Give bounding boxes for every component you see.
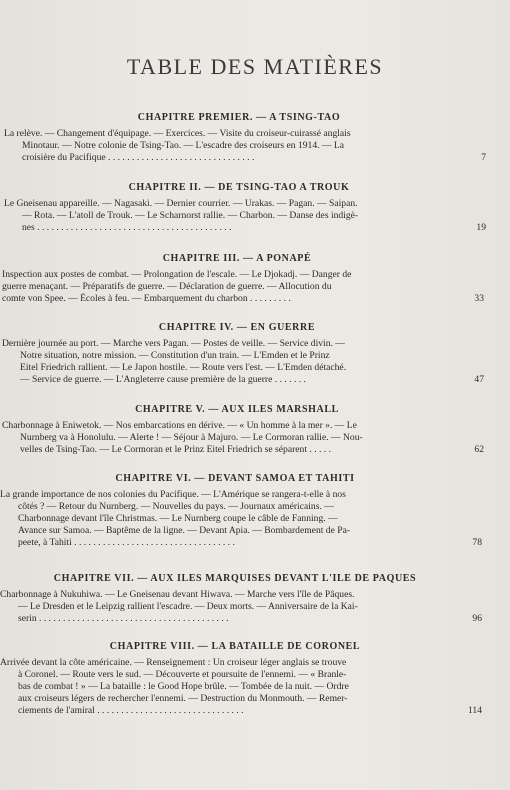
chapter-entry <box>0 573 482 625</box>
summary-line: Inspection aux postes de combat. — Prolongation de l'escale. — Le Djokadj. — Danger de <box>2 269 352 280</box>
chapter-heading: CHAPITRE VI. — DEVANT SAMOA ET TAHITI <box>115 473 355 484</box>
summary-line: serin . . . . . . . . . . . . . . . . . . . . . . . . . . . . . . . . . . . . . . . . <box>18 613 229 624</box>
chapter-heading: CHAPITRE V. — AUX ILES MARSHALL <box>135 404 339 415</box>
summary-line: Notre situation, notre mission. — Constitution d'un train. — L'Emden et le Prinz <box>20 350 330 361</box>
summary-line: Dernière journée au port. — Marche vers Pagan. — Postes de veille. — Service divin. — <box>2 338 345 349</box>
summary-line: Charbonnage à Eniwetok. — Nos embarcations en dérive. — « Un homme à la mer ». — Le <box>2 420 357 431</box>
chapter-heading: CHAPITRE VII. — AUX ILES MARQUISES DEVANT L'ILE DE PAQUES <box>53 573 417 584</box>
summary-line: Minotaur. — Notre colonie de Tsing-Tao. — L'escadre des croiseurs en 1914. — La <box>22 140 345 151</box>
chapter-summary <box>0 489 482 549</box>
summary-line: Charbonnage à Nukuhiwa. — Le Gneisenau devant Hiwava. — Marche vers l'île de Pâques. <box>0 589 355 600</box>
page-number: 19 <box>476 222 486 233</box>
summary-line: à Coronel. — Route vers le sud. — Découverte et poursuite de l'ennemi. — « Branle- <box>18 669 347 680</box>
page-number: 47 <box>474 374 484 385</box>
page-number: 78 <box>472 537 482 548</box>
summary-line: côtés ? — Retour du Nurnberg. — Nouvelles du pays. — Journaux américains. — <box>18 501 334 512</box>
page-number: 114 <box>467 705 482 716</box>
chapter-entry <box>0 473 482 549</box>
chapter-summary <box>0 657 482 717</box>
chapter-heading: CHAPITRE PREMIER. — A TSING-TAO <box>137 112 341 123</box>
summary-line: Arrivée devant la côte américaine. — Renseignement : Un croiseur léger anglais se trouve <box>0 657 347 668</box>
page-title: TABLE DES MATIÈRES <box>126 54 384 79</box>
summary-line: guerre menaçant. — Préparatifs de guerre. — Déclaration de guerre. — Allocution du <box>2 281 332 292</box>
chapter-entry <box>4 182 486 234</box>
summary-line: — Service de guerre. — L'Angleterre cause première de la guerre . . . . . . . <box>20 374 306 385</box>
summary-line: La grande importance de nos colonies du Pacifique. — L'Amérique se rangera-t-elle à nos <box>0 489 346 500</box>
chapter-summary <box>2 338 484 386</box>
chapter-entry <box>2 322 484 386</box>
summary-line: Nurnberg va à Honolulu. — Alerte ! — Séjour à Majuro. — Le Cormoran rallie. — Nou- <box>20 432 363 443</box>
summary-line: velles de Tsing-Tao. — Le Cormoran et le Prinz Eitel Friedrich se séparent . . . . . <box>20 444 331 455</box>
chapter-heading: CHAPITRE IV. — EN GUERRE <box>158 322 316 333</box>
chapter-heading: CHAPITRE VIII. — LA BATAILLE DE CORONEL <box>109 641 361 652</box>
chapter-entry <box>2 253 484 305</box>
chapter-summary <box>2 420 484 456</box>
summary-line: aux croiseurs légers de rechercher l'ennemi. — Destruction du Monmouth. — Remer- <box>18 693 348 704</box>
summary-line: Le Gneisenau appareille. — Nagasaki. — Dernier courrier. — Urakas. — Pagan. — Saipan. <box>4 198 358 209</box>
summary-line: croisière du Pacifique . . . . . . . . . . . . . . . . . . . . . . . . . . . . . . . <box>22 152 255 163</box>
chapter-entry <box>2 404 484 456</box>
summary-line: peete, à Tahiti . . . . . . . . . . . . . . . . . . . . . . . . . . . . . . . . . . <box>18 537 235 548</box>
chapter-summary <box>0 589 482 625</box>
page-number: 7 <box>481 152 486 163</box>
chapter-summary <box>4 198 486 234</box>
summary-line: nes . . . . . . . . . . . . . . . . . . . . . . . . . . . . . . . . . . . . . . . . . <box>22 222 232 233</box>
page-number: 62 <box>474 444 484 455</box>
page-number: 96 <box>472 613 482 624</box>
summary-line: Avance sur Samoa. — Baptême de la ligne. — Devant Apia. — Bombardement de Pa- <box>18 525 351 536</box>
summary-line: — Rota. — L'atoll de Trouk. — Le Scharnorst rallie. — Charbon. — Danse des indigè- <box>22 210 359 221</box>
chapter-entry <box>0 641 482 717</box>
summary-line: Charbonnage devant l'île Christmas. — Le Nurnberg coupe le câble de Fanning. — <box>18 513 338 524</box>
page-number: 33 <box>474 293 484 304</box>
chapter-summary <box>2 269 484 305</box>
summary-line: bas de combat ! » — La bataille : le Good Hope brûle. — Tombée de la nuit. — Ordre <box>18 681 349 692</box>
summary-line: — Le Dresden et le Leipzig rallient l'escadre. — Deux morts. — Anniversaire de la Kai- <box>18 601 358 612</box>
summary-line: La relève. — Changement d'équipage. — Exercices. — Visite du croiseur-cuirassé anglais <box>4 128 351 139</box>
summary-line: ciements de l'amiral . . . . . . . . . . . . . . . . . . . . . . . . . . . . . . . <box>18 705 244 716</box>
chapter-summary <box>4 128 486 164</box>
chapter-heading: CHAPITRE II. — DE TSING-TAO A TROUK <box>128 182 350 193</box>
summary-line: comte von Spee. — Écoles à feu. — Embarquement du charbon . . . . . . . . . <box>2 293 291 304</box>
summary-line: Eitel Friedrich rallient. — Le Japon hostile. — Route vers l'est. — L'Emden détaché. <box>20 362 347 373</box>
chapter-heading: CHAPITRE III. — A PONAPÉ <box>162 253 312 264</box>
chapter-entry <box>4 112 486 164</box>
